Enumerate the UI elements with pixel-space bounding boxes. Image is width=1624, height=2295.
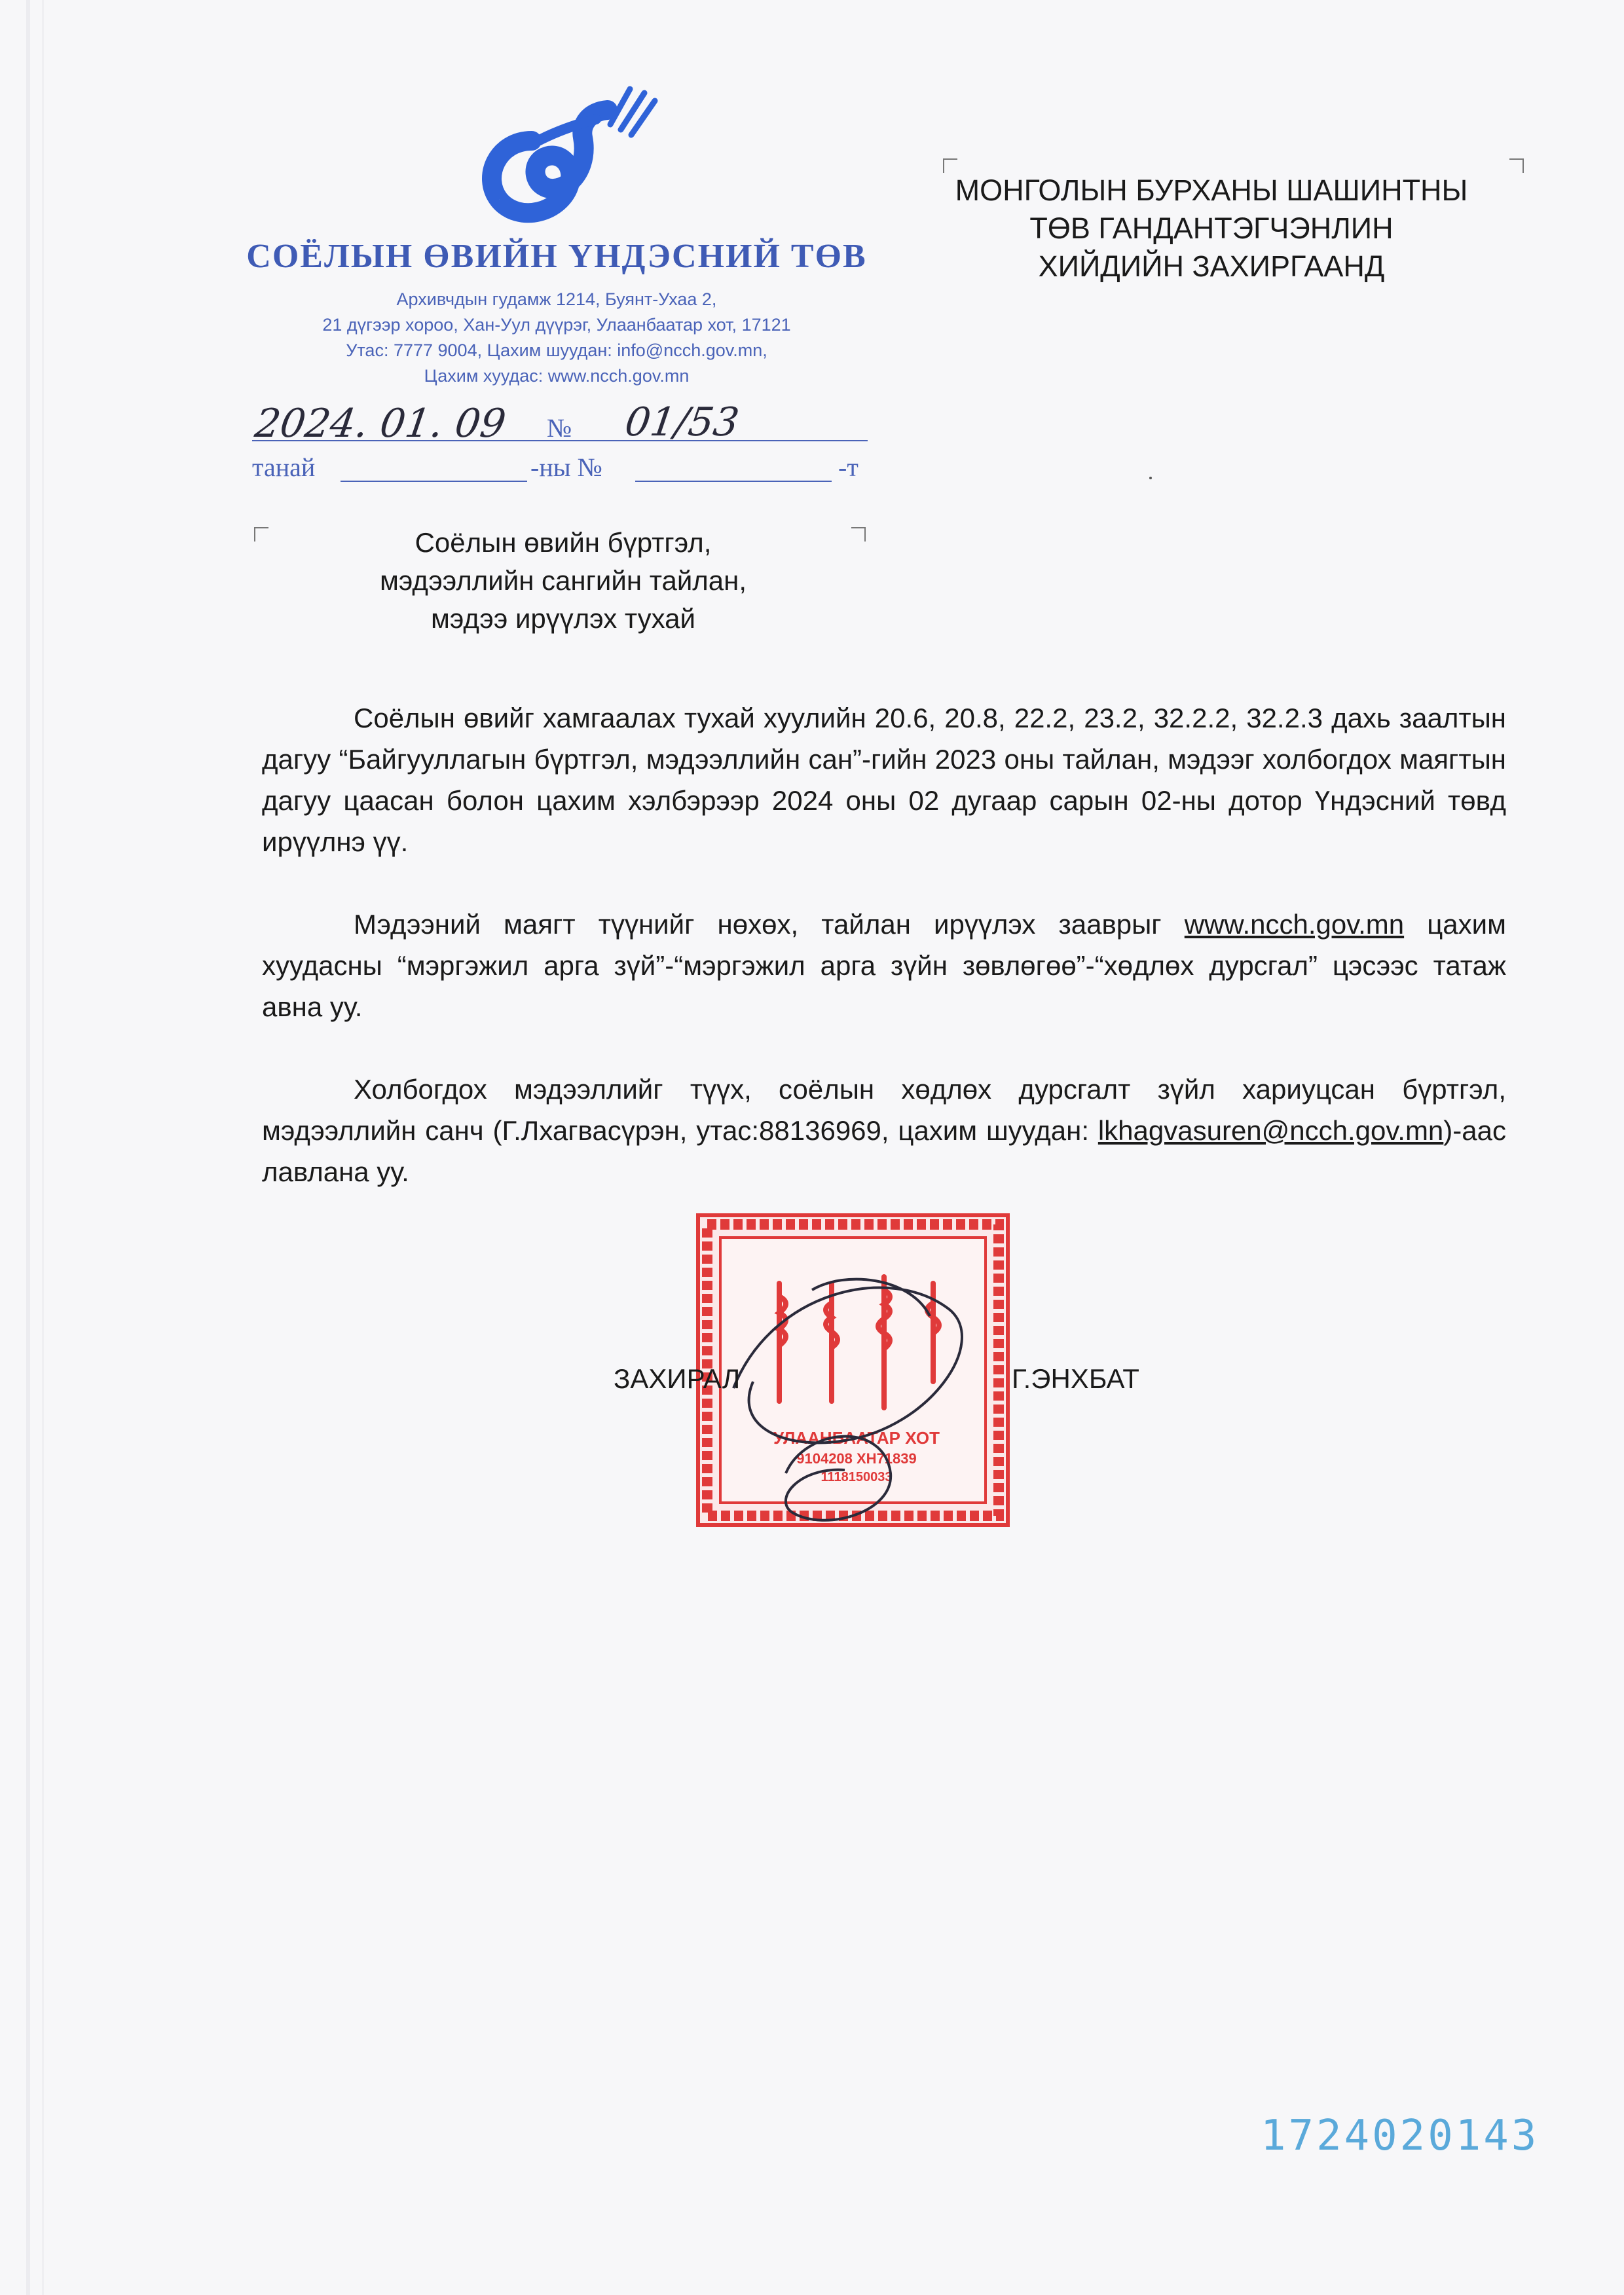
subject-line: мэдээллийн сангийн тайлан, bbox=[379, 565, 747, 596]
scan-edge bbox=[42, 0, 44, 2295]
letter-body bbox=[262, 697, 1506, 1234]
paragraph-text: цахим хуудасны “мэргэжил арга зүй”-“мэргэжил арга зүйн зөвлөгөө”-“хөдлөх дурсгал” цэсээс татаж авна уу. bbox=[262, 909, 1506, 1022]
organization-address bbox=[242, 287, 871, 389]
paragraph-text: Холбогдох мэдээллийг түүх, соёлын хөдлөх дурсгалт зүйл хариуцсан бүртгэл, мэдээллийн санч (Г.Лхагвасүрэн, утас:88136969, цахим шуудан: bbox=[262, 1074, 1506, 1146]
address-line: Архивчдын гудамж 1214, Буянт-Ухаа 2, bbox=[396, 289, 717, 309]
your-ref-suffix: -т bbox=[838, 452, 858, 482]
signatory-title: ЗАХИРАЛ bbox=[614, 1363, 741, 1394]
handwritten-number: 01/53 bbox=[622, 399, 742, 445]
scan-edge bbox=[26, 0, 30, 2295]
stamp-city: УЛААНБААТАР ХОТ bbox=[773, 1428, 940, 1448]
paragraph-text: Мэдээний маягт түүнийг нөхөх, тайлан ирүүлэх зааврыг bbox=[354, 909, 1185, 940]
corner-mark bbox=[1509, 158, 1524, 173]
body-paragraph bbox=[262, 904, 1506, 1027]
organization-name: СОЁЛЫН ӨВИЙН ҮНДЭСНИЙ ТӨВ bbox=[246, 238, 867, 275]
body-paragraph bbox=[262, 1069, 1506, 1192]
corner-mark bbox=[943, 158, 957, 173]
subject-line: мэдээ ирүүлэх тухай bbox=[431, 603, 695, 634]
blank-line bbox=[341, 481, 527, 482]
scan-speck bbox=[1149, 477, 1152, 479]
your-ref-prefix: танай bbox=[252, 452, 316, 482]
stamp-registration: 1118150033 bbox=[821, 1470, 893, 1484]
ncch-logo-icon bbox=[458, 79, 668, 229]
stamp-code: 9104208 ХН71839 bbox=[796, 1450, 917, 1467]
letter-subject bbox=[282, 524, 845, 638]
email-link[interactable]: lkhagvasuren@ncch.gov.mn bbox=[1098, 1115, 1444, 1146]
address-line: Цахим хуудас: www.ncch.gov.mn bbox=[424, 366, 690, 386]
official-seal-icon bbox=[694, 1211, 1012, 1529]
address-line: Утас: 7777 9004, Цахим шуудан: info@ncch.gov.mn, bbox=[346, 340, 767, 360]
paragraph-text: )-аас лавлана уу. bbox=[262, 1115, 1506, 1187]
reference-date-number bbox=[252, 399, 868, 445]
your-ref-middle: -ны № bbox=[530, 452, 602, 482]
signatory-name: Г.ЭНХБАТ bbox=[1012, 1363, 1139, 1394]
recipient-line: МОНГОЛЫН БУРХАНЫ ШАШИНТНЫ bbox=[955, 174, 1468, 207]
recipient-line: ТӨВ ГАНДАНТЭГЧЭНЛИН bbox=[1029, 211, 1393, 245]
recipient-line: ХИЙДИЙН ЗАХИРГААНД bbox=[1038, 249, 1385, 283]
corner-mark bbox=[254, 527, 268, 542]
number-label: № bbox=[547, 413, 572, 443]
handwritten-date: 2024. 01. 09 bbox=[252, 401, 509, 447]
serial-number: 1724020143 bbox=[1261, 2112, 1540, 2160]
subject-line: Соёлын өвийн бүртгэл, bbox=[415, 527, 712, 558]
underline bbox=[252, 440, 868, 441]
blank-line bbox=[635, 481, 832, 482]
corner-mark bbox=[851, 527, 866, 542]
body-paragraph: Соёлын өвийг хамгаалах тухай хуулийн 20.6, 20.8, 22.2, 23.2, 32.2.2, 32.2.3 дахь заалтын дагуу “Байгууллагын бүртгэл, мэдээллийн сан”-гийн 2023 оны тайлан, мэдээг холбогдох маягтын дагуу цаасан болон цахим хэлбэрээр 2024 оны 02 дугаар сарын 02-ны дотор Үндэсний төвд ирүүлнэ үү. bbox=[262, 703, 1506, 857]
website-link[interactable]: www.ncch.gov.mn bbox=[1184, 909, 1405, 940]
your-reference-line bbox=[252, 452, 868, 485]
address-line: 21 дүгээр хороо, Хан-Уул дүүрэг, Улаанбаатар хот, 17121 bbox=[322, 315, 791, 335]
recipient-address bbox=[917, 172, 1506, 285]
